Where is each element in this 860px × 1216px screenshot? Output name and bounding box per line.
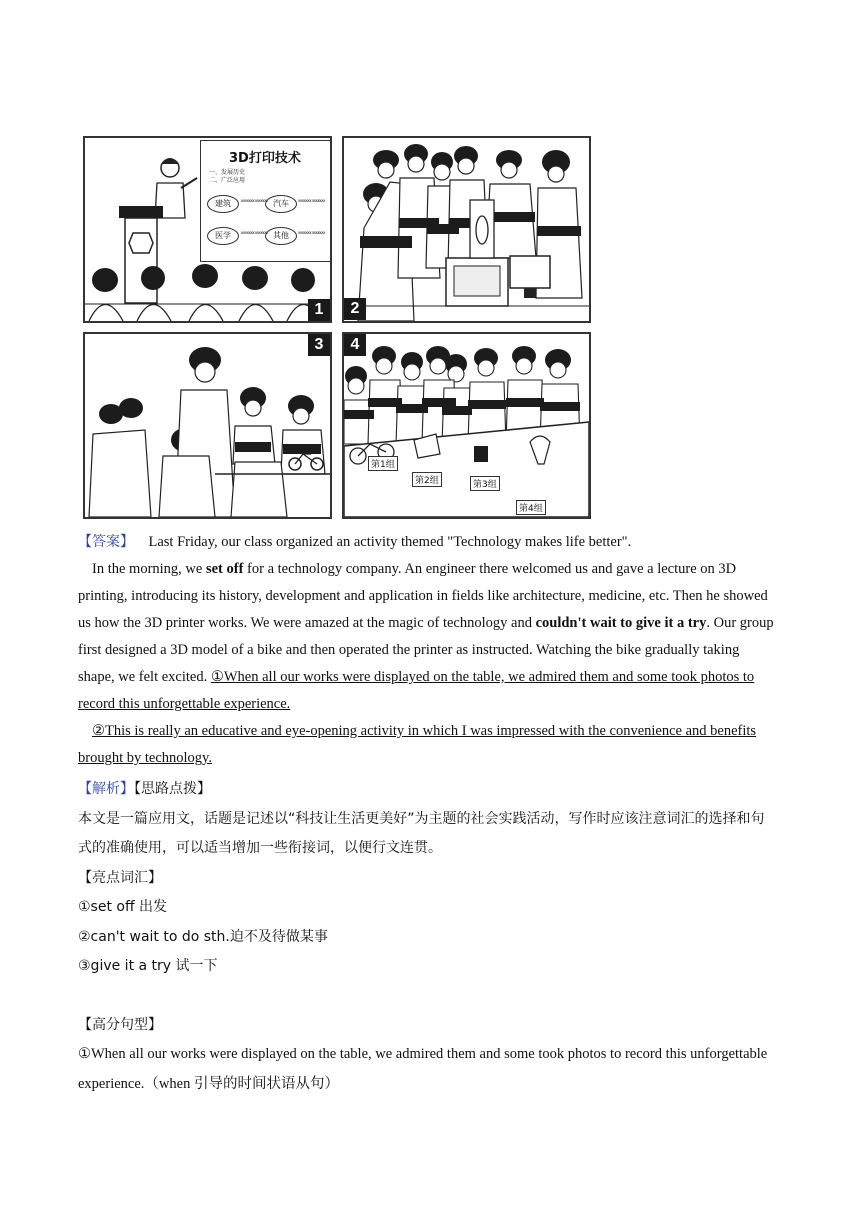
- slide-line-2: 二、广泛应用: [209, 177, 246, 184]
- vocab-item: ②can't wait to do sth.迫不及待做某事: [78, 928, 328, 945]
- sentence-title: 【高分句型】: [78, 1016, 162, 1033]
- answer-tag: 【答案】: [78, 534, 134, 550]
- highlight-sentence-2: ②This is really an educative and eye-opening activity in which I was impressed with the convenience and benefits brought by technology.: [78, 723, 757, 766]
- vocab-title: 【亮点词汇】: [78, 869, 162, 886]
- answer-opening-line: Last Friday, our class organized an activity themed "Technology makes life better".: [148, 534, 632, 550]
- slide-filler: xxxxxxx xxxxxxx: [241, 198, 268, 203]
- answer-section: [78, 529, 778, 772]
- printer-demo-drawing: [344, 138, 589, 321]
- answer-text: In the morning, we: [92, 561, 206, 577]
- vocab-item: ③give it a try 试一下: [78, 958, 218, 974]
- display-drawing: [344, 334, 589, 517]
- slide-line-1: 一、发展历史: [209, 169, 246, 176]
- answer-paragraph-3: [78, 718, 778, 772]
- panel-3-designing-model: [83, 332, 332, 519]
- designing-drawing: [85, 334, 330, 517]
- slide-filler: xxxxxxx xxxxxxx: [241, 230, 268, 235]
- slide-oval-auto: 汽车: [265, 195, 297, 213]
- panel-2-printer-demo: [342, 136, 591, 323]
- analysis-section: [78, 775, 778, 1099]
- vocab-item: ①set off 出发: [78, 899, 168, 915]
- slide-filler: xxxxxxx xxxxxxx: [298, 198, 325, 203]
- panel-number: 4: [344, 334, 366, 356]
- spacer: [78, 982, 778, 1011]
- highlight-phrase: couldn't wait to give it a try: [535, 615, 707, 631]
- answer-paragraph-1: [78, 529, 778, 556]
- slide-filler: xxxxxxx xxxxxxx: [298, 230, 325, 235]
- answer-text: . Our group first designed a 3D model of a bike and then operated the printer as instructed. Watching the bike gradually taking shape, we felt excited.: [78, 615, 774, 685]
- group-1-label: 第1组: [368, 456, 398, 471]
- group-4-label: 第4组: [516, 500, 546, 515]
- group-3-label: 第3组: [470, 476, 500, 491]
- analysis-tag: 【解析】: [78, 781, 134, 797]
- analysis-header: [78, 775, 778, 805]
- slide-oval-medicine: 医学: [207, 227, 239, 245]
- sentence-item: ①When all our works were displayed on the table, we admired them and some took photos to record this unforgettable experience.（when 引导的时间状语从句）: [78, 1046, 768, 1092]
- thinking-tips-tag: 【思路点拨】: [134, 781, 211, 797]
- highlight-phrase: set off: [205, 561, 244, 577]
- slide-title: 3D打印技术: [229, 151, 301, 166]
- panel-number: 3: [308, 334, 330, 356]
- panel-number: 2: [344, 298, 366, 320]
- slide-oval-architecture: 建筑: [207, 195, 239, 213]
- presentation-slide: [200, 140, 332, 262]
- highlight-sentence-1: ①When all our works were displayed on the table, we admired them and some took photos to record this unforgettable experience.: [78, 669, 755, 712]
- panel-4-works-display: [342, 332, 591, 519]
- panel-number: 1: [308, 299, 330, 321]
- answer-text: for a technology company. An engineer there welcomed us and gave a lecture on 3D printing, introducing its history, development and application in fields like architecture, medicine, etc. Then he showed us how the 3D printer works. We were amazed at the magic of technology and: [78, 561, 768, 631]
- group-2-label: 第2组: [412, 472, 442, 487]
- answer-paragraph-2: [78, 556, 778, 718]
- panel-1-lecture: [83, 136, 332, 323]
- slide-oval-other: 其他: [265, 227, 297, 245]
- analysis-intro: 本文是一篇应用文，话题是记述以“科技让生活更美好”为主题的社会实践活动，写作时应该注意词汇的选择和句式的准确使用，可以适当增加一些衔接词，以便行文连贯。: [78, 810, 765, 856]
